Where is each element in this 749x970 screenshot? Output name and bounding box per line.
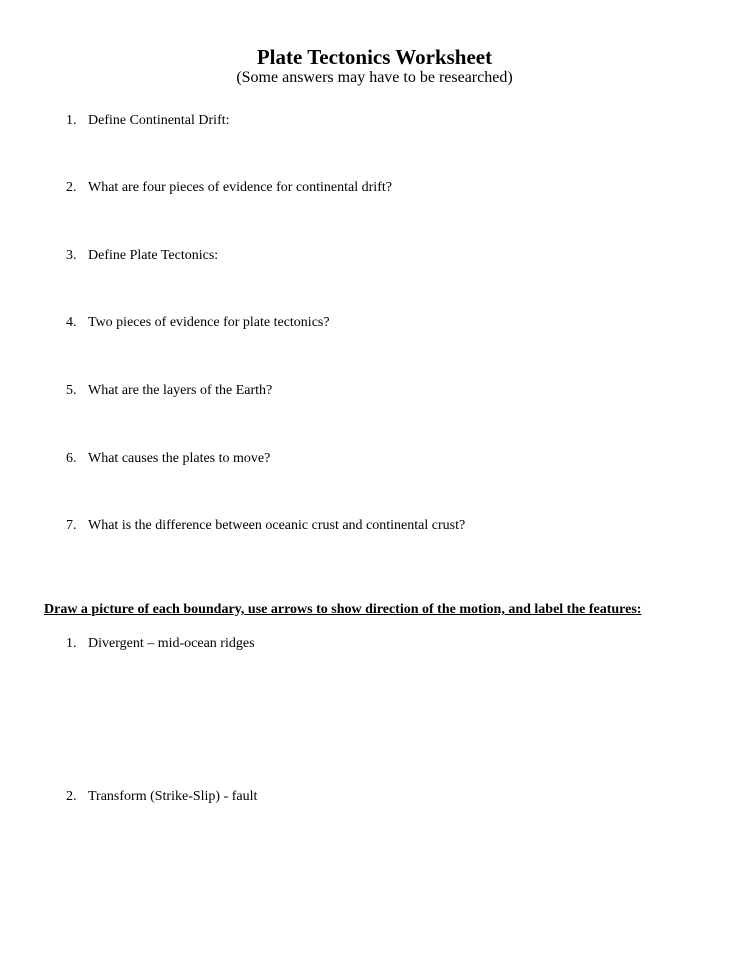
question-text: What is the difference between oceanic crust and continental crust? — [88, 518, 466, 533]
question-text: What are the layers of the Earth? — [88, 383, 273, 398]
question-text: Define Plate Tectonics: — [88, 248, 219, 263]
question-number: 7. — [66, 518, 77, 533]
question-number: 3. — [66, 248, 77, 263]
boundary-item — [66, 635, 255, 653]
question-text: What are four pieces of evidence for continental drift? — [88, 180, 392, 195]
worksheet-title: Plate Tectonics Worksheet — [256, 45, 493, 69]
question-item — [66, 247, 218, 265]
question-number: 1. — [66, 113, 77, 128]
question-item — [66, 382, 272, 400]
question-item — [66, 450, 270, 468]
question-text: Two pieces of evidence for plate tectonics? — [88, 315, 330, 330]
question-item — [66, 314, 330, 332]
boundary-number: 1. — [66, 636, 77, 651]
boundary-text: Transform (Strike-Slip) - fault — [88, 789, 258, 804]
question-item — [66, 179, 392, 197]
question-number: 5. — [66, 383, 77, 398]
question-text: What causes the plates to move? — [88, 451, 271, 466]
question-number: 2. — [66, 180, 77, 195]
boundary-item — [66, 788, 257, 806]
question-number: 6. — [66, 451, 77, 466]
question-item — [66, 517, 465, 535]
question-text: Define Continental Drift: — [88, 113, 230, 128]
boundary-text: Divergent – mid-ocean ridges — [88, 636, 255, 651]
question-item — [66, 112, 230, 130]
question-number: 4. — [66, 315, 77, 330]
boundary-instructions: Draw a picture of each boundary, use arrows to show direction of the motion, and label the features: — [44, 602, 642, 617]
worksheet-subtitle: (Some answers may have to be researched) — [236, 69, 513, 86]
boundary-number: 2. — [66, 789, 77, 804]
